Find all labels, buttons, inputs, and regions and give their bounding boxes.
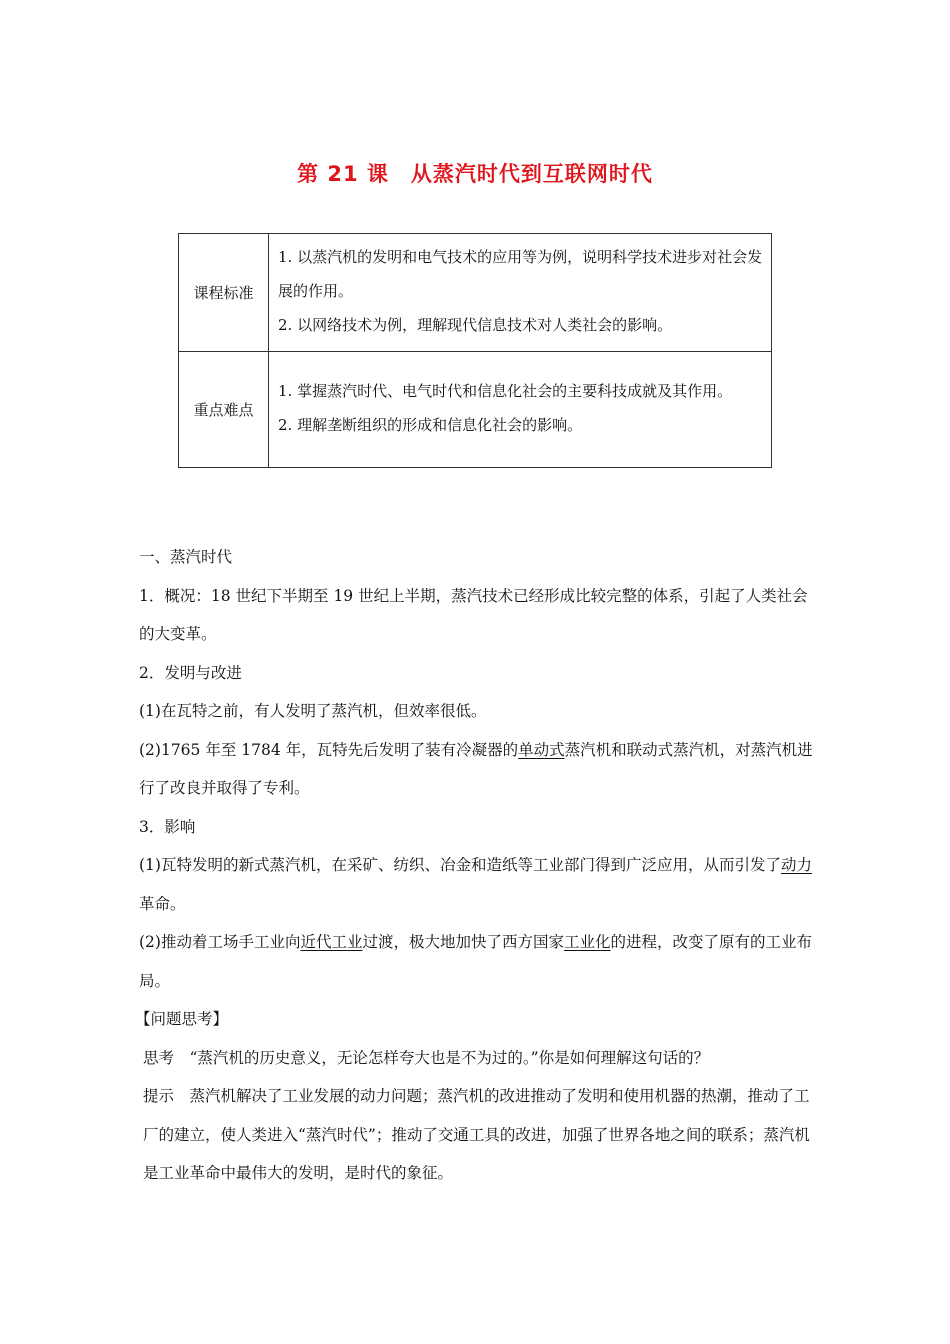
text-run: (1)瓦特发明的新式蒸汽机，在采矿、纺织、冶金和造纸等工业部门得到广泛应用，从而引发了 xyxy=(139,856,781,874)
underlined-term: 工业化 xyxy=(564,933,611,951)
text-run: 革命。 xyxy=(139,894,186,913)
row-line: 2. 理解垄断组织的形成和信息化社会的影响。 xyxy=(278,415,583,434)
row-line: 1. 以蒸汽机的发明和电气技术的应用等为例，说明科学技术进步对社会发展的作用。 xyxy=(278,247,763,300)
lesson-content xyxy=(135,538,815,1193)
think-answer: 提示 蒸汽机解决了工业发展的动力问题；蒸汽机的改进推动了发明和使用机器的热潮，推动了工厂的建立，使人类进入“蒸汽时代”；推动了交通工具的改进，加强了世界各地之间的联系；蒸汽机是工业革命中最伟大的发明，是时代的象征。 xyxy=(143,1087,810,1182)
row-line: 1. 掌握蒸汽时代、电气时代和信息化社会的主要科技成就及其作用。 xyxy=(278,381,733,400)
paragraph-invention-1: (1)在瓦特之前，有人发明了蒸汽机，但效率很低。 xyxy=(139,702,487,720)
curriculum-table xyxy=(178,233,772,468)
table-row xyxy=(179,352,772,468)
lesson-number: 第 21 课 xyxy=(297,162,389,186)
row-line: 2. 以网络技术为例，理解现代信息技术对人类社会的影响。 xyxy=(278,315,673,334)
text-run: (2)1765 年至 1784 年，瓦特先后发明了装有冷凝器的 xyxy=(139,740,519,759)
underlined-term: 单动式 xyxy=(518,740,565,759)
paragraph-invention-2 xyxy=(139,731,815,808)
row-body xyxy=(269,352,772,468)
paragraph-impact-2 xyxy=(139,923,815,1000)
text-run: 过渡，极大地加快了西方国家 xyxy=(362,933,564,951)
underlined-term: 动力 xyxy=(780,856,812,874)
think-heading: 【问题思考】 xyxy=(135,1010,229,1028)
text-run: 的进程，改变了原有的工业布局。 xyxy=(139,933,813,990)
row-head: 重点难点 xyxy=(179,352,269,468)
row-body xyxy=(269,234,772,352)
underlined-term: 近代工业 xyxy=(300,933,363,951)
lesson-name: 从蒸汽时代到互联网时代 xyxy=(410,162,653,186)
table-row xyxy=(179,234,772,352)
subheading-invention: 2．发明与改进 xyxy=(139,663,242,682)
text-run: (2)推动着工场手工业向 xyxy=(139,933,301,951)
lesson-title xyxy=(0,158,950,188)
section-heading: 一、蒸汽时代 xyxy=(139,548,233,566)
paragraph-overview: 1．概况：18 世纪下半期至 19 世纪上半期，蒸汽技术已经形成比较完整的体系，引起了人类社会的大变革。 xyxy=(139,586,808,643)
paragraph-impact-1 xyxy=(139,846,815,923)
text-run: 蒸汽机和联动式蒸汽机，对蒸汽机进行了改良并取得了专利。 xyxy=(139,740,813,797)
row-head: 课程标准 xyxy=(179,234,269,352)
think-question: 思考 “蒸汽机的历史意义，无论怎样夸大也是不为过的。”你是如何理解这句话的？ xyxy=(143,1048,710,1067)
subheading-impact: 3．影响 xyxy=(139,817,196,836)
